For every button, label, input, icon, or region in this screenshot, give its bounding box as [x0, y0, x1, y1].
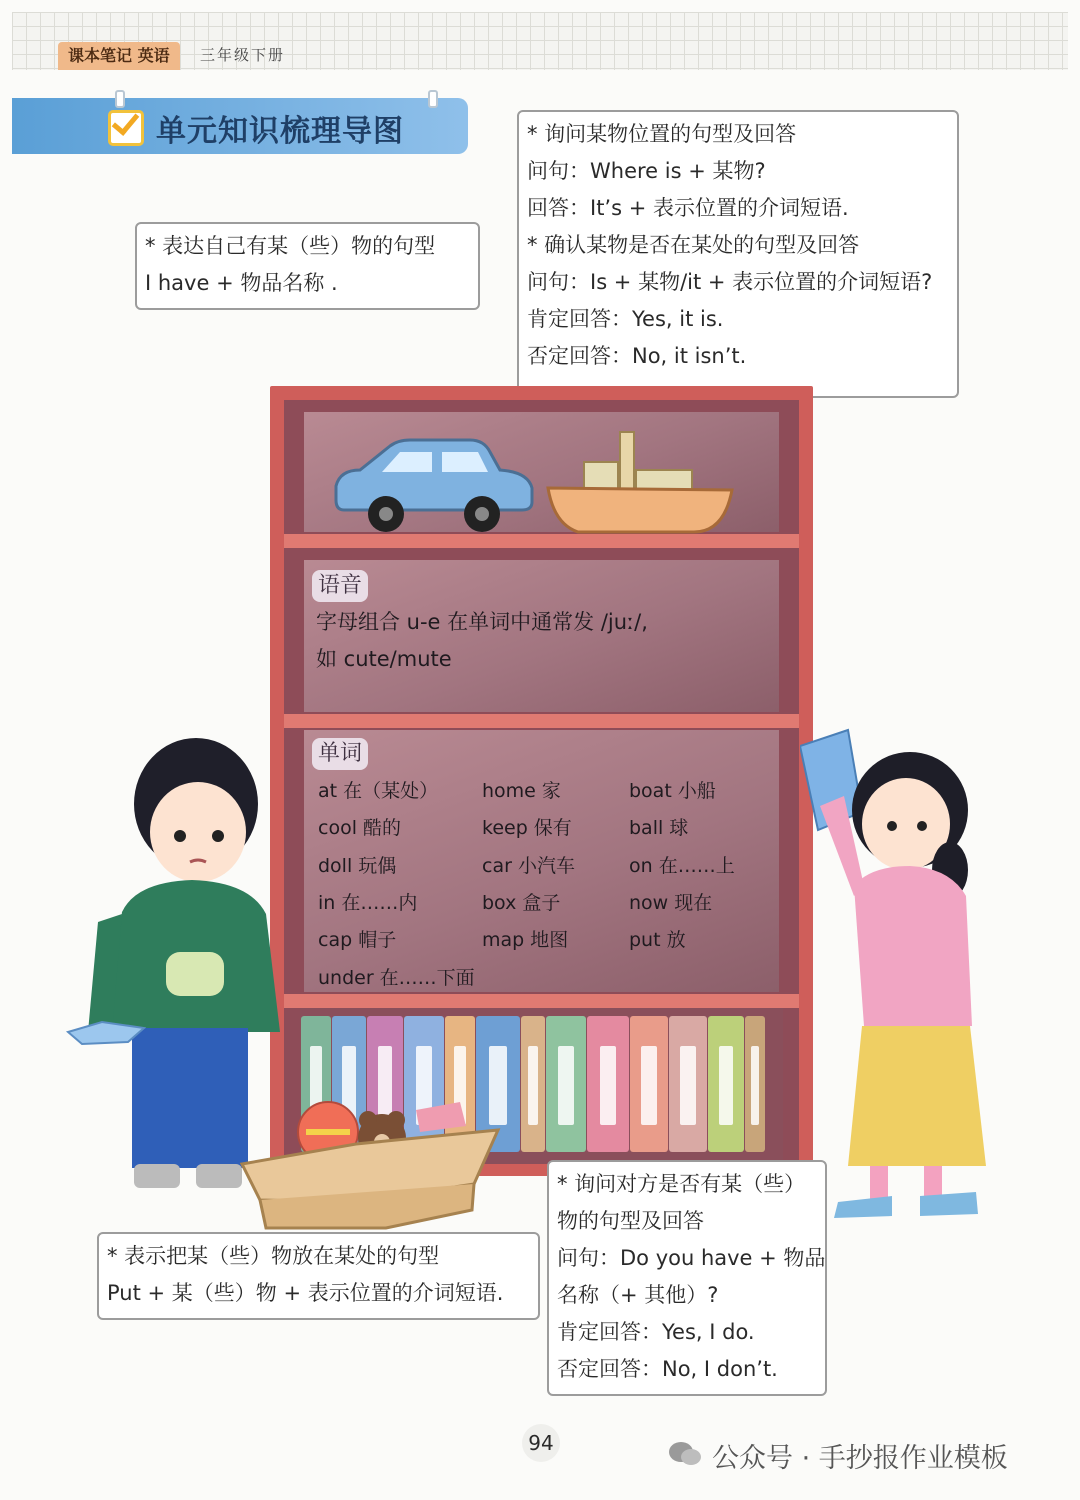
toy-box-illustration	[236, 1090, 502, 1230]
vocabulary-item: on 在……上	[629, 854, 735, 877]
girl-illustration	[800, 726, 990, 1226]
vocabulary-label: 单词	[312, 738, 368, 770]
vocabulary-item: under 在……下面	[318, 966, 475, 989]
vocabulary-item: now 现在	[629, 891, 713, 914]
toy-boat-icon	[544, 428, 736, 536]
page-title: 单元知识梳理导图	[156, 114, 404, 149]
book-spine	[546, 1016, 586, 1152]
toy-car-icon	[330, 436, 540, 536]
vocabulary-item: doll 玩偶	[318, 854, 397, 877]
watermark-text: 公众号 · 手抄报作业模板	[712, 1443, 1008, 1474]
shelf-board	[284, 994, 799, 1008]
note-put-pattern	[97, 1232, 540, 1320]
vocabulary-item: boat 小船	[629, 780, 716, 802]
note-line: 回答：It’s + 表示位置的介词短语.	[527, 196, 849, 220]
note-have-pattern	[135, 222, 480, 310]
note-where-pattern	[517, 110, 959, 398]
vocabulary-item: cool 酷的	[318, 817, 402, 840]
note-line: * 表达自己有某（些）物的句型	[145, 234, 436, 258]
book-spine	[521, 1016, 545, 1152]
vocabulary-item: home 家	[482, 780, 561, 802]
shelf-board	[284, 534, 799, 548]
note-line: * 确认某物是否在某处的句型及回答	[527, 233, 860, 257]
vocabulary-item: map 地图	[482, 929, 569, 952]
note-line: 肯定回答：Yes, I do.	[557, 1320, 755, 1344]
vocabulary-item: keep 保有	[482, 817, 572, 840]
grade-label: 三年级下册	[200, 46, 286, 64]
note-line: 肯定回答：Yes, it is.	[527, 307, 724, 331]
vocabulary-item: cap 帽子	[318, 929, 397, 952]
book-spine	[745, 1016, 765, 1152]
note-line: I have + 物品名称 .	[145, 271, 338, 295]
note-line: 否定回答：No, it isn’t.	[527, 344, 747, 368]
note-line: * 表示把某（些）物放在某处的句型	[107, 1244, 440, 1268]
banner-pin	[115, 90, 125, 108]
book-spine	[669, 1016, 707, 1152]
note-line: 问句：Where is + 某物?	[527, 159, 766, 183]
note-line: 否定回答：No, I don’t.	[557, 1357, 778, 1381]
vocabulary-item: box 盒子	[482, 891, 561, 914]
note-line: 名称（+ 其他）?	[557, 1283, 719, 1307]
subject-tag: 课本笔记 英语	[58, 42, 180, 70]
book-spine	[708, 1016, 744, 1152]
phonics-line: 如 cute/mute	[316, 647, 452, 671]
note-do-you-have-pattern	[547, 1160, 827, 1396]
wechat-icon	[668, 1440, 702, 1468]
note-line: * 询问对方是否有某（些）	[557, 1172, 806, 1196]
book-spine	[587, 1016, 629, 1152]
checkbox-icon	[108, 110, 144, 146]
vocabulary-item: car 小汽车	[482, 854, 575, 877]
note-line: Put + 某（些）物 + 表示位置的介词短语.	[107, 1281, 504, 1305]
page-number: 94	[522, 1424, 560, 1462]
shelf-board	[284, 714, 799, 728]
note-line: 问句：Is + 某物/it + 表示位置的介词短语?	[527, 270, 933, 294]
vocabulary-item: at 在（某处）	[318, 780, 439, 802]
vocabulary-item: in 在……内	[318, 891, 418, 914]
banner-pin	[428, 90, 438, 108]
book-spine	[630, 1016, 668, 1152]
phonics-line: 字母组合 u-e 在单词中通常发 /juː/,	[316, 610, 648, 634]
vocabulary-item: ball 球	[629, 817, 689, 840]
note-line: * 询问某物位置的句型及回答	[527, 122, 797, 146]
note-line: 问句：Do you have + 物品	[557, 1246, 826, 1270]
note-line: 物的句型及回答	[557, 1209, 704, 1233]
vocabulary-item: put 放	[629, 929, 686, 952]
phonics-label: 语音	[312, 570, 368, 602]
